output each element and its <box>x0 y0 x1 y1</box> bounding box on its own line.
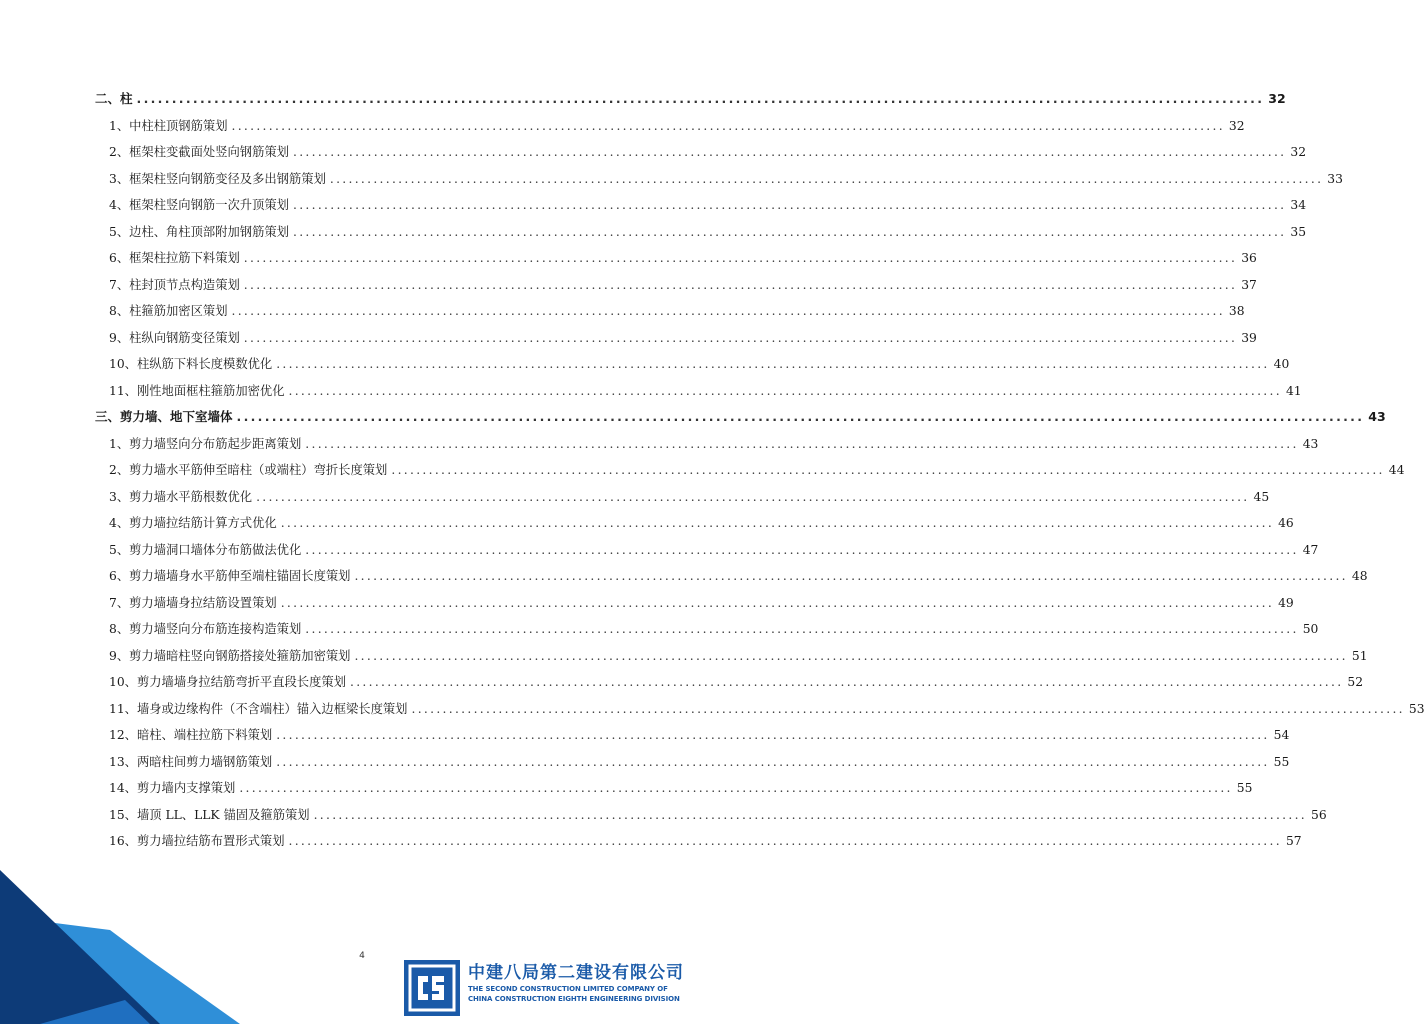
toc-page-number: 46 <box>1278 516 1294 530</box>
toc-leader-dots: ................................................................................................................................................................ <box>236 409 1365 424</box>
toc-entry[interactable] <box>95 219 1307 246</box>
toc-leader-dots: ................................................................................................................................................................ <box>243 251 1238 265</box>
toc-section-heading[interactable] <box>95 404 1386 431</box>
toc-entry[interactable] <box>95 696 1425 723</box>
cscec-logo <box>404 960 460 1016</box>
toc-leader-dots: ................................................................................................................................................................ <box>350 675 1344 689</box>
toc-entry-label: 5、边柱、角柱顶部附加钢筋策划 <box>109 224 289 239</box>
toc-entry-label: 5、剪力墙洞口墙体分布筋做法优化 <box>109 542 302 557</box>
toc-leader-dots: ................................................................................................................................................................ <box>354 648 1348 663</box>
toc-entry[interactable] <box>95 325 1257 352</box>
company-name-chinese: 中建八局第二建设有限公司 <box>468 963 684 983</box>
toc-entry-label: 11、刚性地面框柱箍筋加密优化 <box>109 383 285 398</box>
toc-entry-label: 12、暗柱、端柱拉筋下料策划 <box>109 728 273 742</box>
toc-page-number: 32 <box>1268 91 1286 106</box>
toc-entry[interactable] <box>95 113 1245 140</box>
toc-entry-label: 4、框架柱竖向钢筋一次升顶策划 <box>109 198 289 212</box>
toc-leader-dots: ................................................................................................................................................................ <box>292 198 1287 212</box>
company-name-english-line-2: CHINA CONSTRUCTION EIGHTH ENGINEERING DIVISION <box>468 995 680 1003</box>
toc-page-number: 52 <box>1347 675 1364 689</box>
toc-page-number: 37 <box>1241 277 1257 292</box>
toc-entry-label: 16、剪力墙拉结筋布置形式策划 <box>109 834 285 848</box>
toc-leader-dots: ................................................................................................................................................................ <box>136 91 1265 106</box>
toc-entry-label: 1、剪力墙竖向分布筋起步距离策划 <box>109 436 302 451</box>
toc-section-heading[interactable] <box>95 86 1286 113</box>
toc-entry-label: 6、剪力墙墙身水平筋伸至端柱锚固长度策划 <box>109 569 351 583</box>
toc-page-number: 36 <box>1241 251 1257 265</box>
toc-page-number: 56 <box>1311 807 1327 822</box>
toc-leader-dots: ................................................................................................................................................................ <box>305 436 1299 451</box>
toc-entry[interactable] <box>95 563 1368 590</box>
toc-entry-label: 2、剪力墙水平筋伸至暗柱（或端柱）弯折长度策划 <box>109 463 388 477</box>
toc-page-number: 54 <box>1273 728 1290 742</box>
toc-entry[interactable] <box>95 351 1290 378</box>
toc-page-number: 48 <box>1351 569 1368 583</box>
toc-leader-dots: ................................................................................................................................................................ <box>313 807 1308 822</box>
toc-entry-label: 8、柱箍筋加密区策划 <box>109 304 228 318</box>
toc-entry-label: 8、剪力墙竖向分布筋连接构造策划 <box>109 622 302 636</box>
toc-entry[interactable] <box>95 775 1253 802</box>
toc-leader-dots: ................................................................................................................................................................ <box>276 357 1270 371</box>
toc-leader-dots: ................................................................................................................................................................ <box>231 118 1225 133</box>
toc-leader-dots: ................................................................................................................................................................ <box>276 754 1270 769</box>
toc-page-number: 55 <box>1273 754 1290 769</box>
toc-entry-label: 11、墙身或边缘构件（不含端柱）锚入边框梁长度策划 <box>109 701 408 716</box>
toc-entry[interactable] <box>95 749 1290 776</box>
toc-entry-label: 3、框架柱竖向钢筋变径及多出钢筋策划 <box>109 171 326 186</box>
toc-entry-label: 三、剪力墙、地下室墙体 <box>95 409 233 424</box>
toc-leader-dots: ................................................................................................................................................................ <box>280 516 1275 530</box>
toc-page-number: 32 <box>1228 118 1245 133</box>
toc-entry-label: 15、墙顶 LL、LLK 锚固及箍筋策划 <box>109 807 310 822</box>
toc-entry[interactable] <box>95 484 1270 511</box>
toc-leader-dots: ................................................................................................................................................................ <box>305 622 1299 636</box>
toc-page-number: 44 <box>1388 463 1405 477</box>
toc-page-number: 40 <box>1273 357 1290 371</box>
toc-leader-dots: ................................................................................................................................................................ <box>292 145 1287 159</box>
toc-page-number: 38 <box>1228 304 1245 318</box>
toc-entry-label: 10、剪力墙墙身拉结筋弯折平直段长度策划 <box>109 675 346 689</box>
toc-leader-dots: ................................................................................................................................................................ <box>329 171 1324 186</box>
toc-leader-dots: ................................................................................................................................................................ <box>391 463 1385 477</box>
toc-entry[interactable] <box>95 378 1302 405</box>
toc-page-number: 43 <box>1302 436 1319 451</box>
toc-entry-label: 13、两暗柱间剪力墙钢筋策划 <box>109 754 273 769</box>
toc-page-number: 50 <box>1302 622 1319 636</box>
toc-entry-label: 2、框架柱变截面处竖向钢筋策划 <box>109 145 289 159</box>
toc-entry-label: 7、柱封顶节点构造策划 <box>109 277 240 292</box>
toc-page-number: 45 <box>1253 489 1270 504</box>
toc-entry[interactable] <box>95 616 1319 643</box>
page-number: 4 <box>359 951 365 961</box>
toc-leader-dots: ................................................................................................................................................................ <box>411 701 1405 716</box>
toc-page-number: 47 <box>1302 542 1319 557</box>
toc-leader-dots: ................................................................................................................................................................ <box>256 489 1250 504</box>
toc-leader-dots: ................................................................................................................................................................ <box>239 781 1233 795</box>
toc-leader-dots: ................................................................................................................................................................ <box>243 330 1238 345</box>
toc-entry-label: 9、剪力墙暗柱竖向钢筋搭接处箍筋加密策划 <box>109 648 351 663</box>
toc-leader-dots: ................................................................................................................................................................ <box>305 542 1299 557</box>
toc-entry-label: 7、剪力墙墙身拉结筋设置策划 <box>109 595 277 610</box>
toc-leader-dots: ................................................................................................................................................................ <box>276 728 1270 742</box>
toc-entry[interactable] <box>95 139 1307 166</box>
company-name-block <box>468 962 718 1004</box>
toc-page-number: 35 <box>1290 224 1307 239</box>
toc-leader-dots: ................................................................................................................................................................ <box>280 595 1275 610</box>
toc-page-number: 39 <box>1241 330 1257 345</box>
toc-entry-label: 4、剪力墙拉结筋计算方式优化 <box>109 516 277 530</box>
toc-leader-dots: ................................................................................................................................................................ <box>231 304 1225 318</box>
toc-page-number: 53 <box>1408 701 1425 716</box>
toc-leader-dots: ................................................................................................................................................................ <box>292 224 1287 239</box>
toc-page-number: 49 <box>1278 595 1294 610</box>
toc-entry[interactable] <box>95 272 1257 299</box>
toc-page-number: 32 <box>1290 145 1307 159</box>
toc-entry[interactable] <box>95 828 1302 855</box>
toc-entry[interactable] <box>95 431 1319 458</box>
toc-entry[interactable] <box>95 192 1307 219</box>
toc-leader-dots: ................................................................................................................................................................ <box>288 834 1282 848</box>
toc-entry-label: 3、剪力墙水平筋根数优化 <box>109 489 253 504</box>
toc-entry-label: 二、柱 <box>95 91 133 106</box>
toc-page-number: 57 <box>1285 834 1302 848</box>
toc-entry-label: 9、柱纵向钢筋变径策划 <box>109 330 240 345</box>
toc-leader-dots: ................................................................................................................................................................ <box>243 277 1238 292</box>
toc-entry[interactable] <box>95 669 1364 696</box>
toc-entry[interactable] <box>95 590 1294 617</box>
toc-entry[interactable] <box>95 510 1294 537</box>
toc-entry[interactable] <box>95 643 1368 670</box>
toc-leader-dots: ................................................................................................................................................................ <box>288 383 1282 398</box>
decorative-corner-shapes <box>0 860 270 1024</box>
toc-entry[interactable] <box>95 298 1245 325</box>
company-name-english-line-1: THE SECOND CONSTRUCTION LIMITED COMPANY OF <box>468 985 668 993</box>
toc-page-number: 33 <box>1327 171 1343 186</box>
toc-entry[interactable] <box>95 457 1405 484</box>
toc-page-number: 55 <box>1236 781 1253 795</box>
toc-page-number: 34 <box>1290 198 1307 212</box>
toc-leader-dots: ................................................................................................................................................................ <box>354 569 1348 583</box>
toc-page-number: 43 <box>1368 409 1386 424</box>
toc-entry-label: 10、柱纵筋下料长度模数优化 <box>109 357 273 371</box>
toc-entry-label: 1、中柱柱顶钢筋策划 <box>109 118 228 133</box>
toc-entry[interactable] <box>95 166 1343 193</box>
table-of-contents <box>95 86 1425 855</box>
toc-page-number: 41 <box>1285 383 1302 398</box>
toc-entry[interactable] <box>95 245 1257 272</box>
toc-entry[interactable] <box>95 722 1290 749</box>
corner-shape-dark <box>0 870 160 1024</box>
toc-entry-label: 14、剪力墙内支撑策划 <box>109 781 236 795</box>
toc-entry[interactable] <box>95 537 1319 564</box>
toc-entry-label: 6、框架柱拉筋下料策划 <box>109 251 240 265</box>
toc-entry[interactable] <box>95 802 1327 829</box>
toc-page-number: 51 <box>1351 648 1368 663</box>
